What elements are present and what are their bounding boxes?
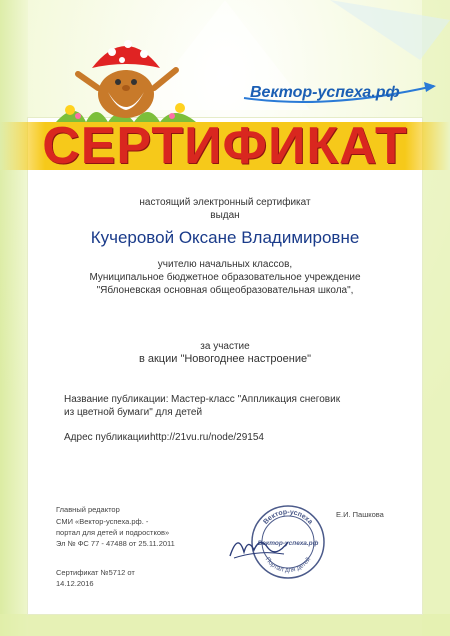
participation-line-2: в акции "Новогоднее настроение" [138, 353, 312, 365]
editor-line-1: Главный редактор [56, 505, 120, 514]
intro-line-1: настоящий электронный сертификат [139, 197, 311, 208]
cert-number-line-2: 14.12.2016 [56, 579, 94, 588]
editor-line-2: СМИ «Вектор-успеха.рф. - [56, 517, 149, 526]
editor-line-4: Эл № ФС 77 - 47488 от 25.11.2011 [56, 539, 175, 548]
publication-name-value-1: Мастер-класс "Аппликация снеговик [171, 394, 341, 405]
publication-address-label: Адрес публикации: [64, 432, 153, 443]
position-line-1: учителю начальных классов, [157, 259, 293, 270]
cert-number-line-1: Сертификат №5712 от [56, 568, 135, 577]
site-logo-text: Вектор-успеха.рф [250, 84, 400, 101]
editor-name: Е.И. Пашкова [336, 510, 384, 519]
position-line-2: Муниципальное бюджетное образовательное учреждение [89, 272, 361, 283]
stamp-center-text: Вектор-успеха.рф [257, 540, 319, 547]
certificate-title: СЕРТИФИКАТ [42, 117, 408, 175]
stamp-bottom-text: Портал для детей [263, 556, 313, 575]
signature-icon [224, 528, 294, 564]
recipient-name: Кучеровой Оксане Владимировне [90, 228, 360, 247]
publication-address-value: http://21vu.ru/node/29154 [150, 432, 264, 443]
publication-name-value-2: из цветной бумаги" для детей [64, 407, 203, 418]
participation-line-1: за участие [200, 341, 250, 352]
publication-name-label: Название публикации: [64, 394, 169, 405]
position-line-3: "Яблоневская основная общеобразовательная школа", [96, 285, 354, 296]
intro-line-2: выдан [210, 210, 240, 221]
editor-line-3: портал для детей и подростков» [56, 528, 170, 537]
stamp-top-text: Вектор-успеха [262, 508, 314, 526]
